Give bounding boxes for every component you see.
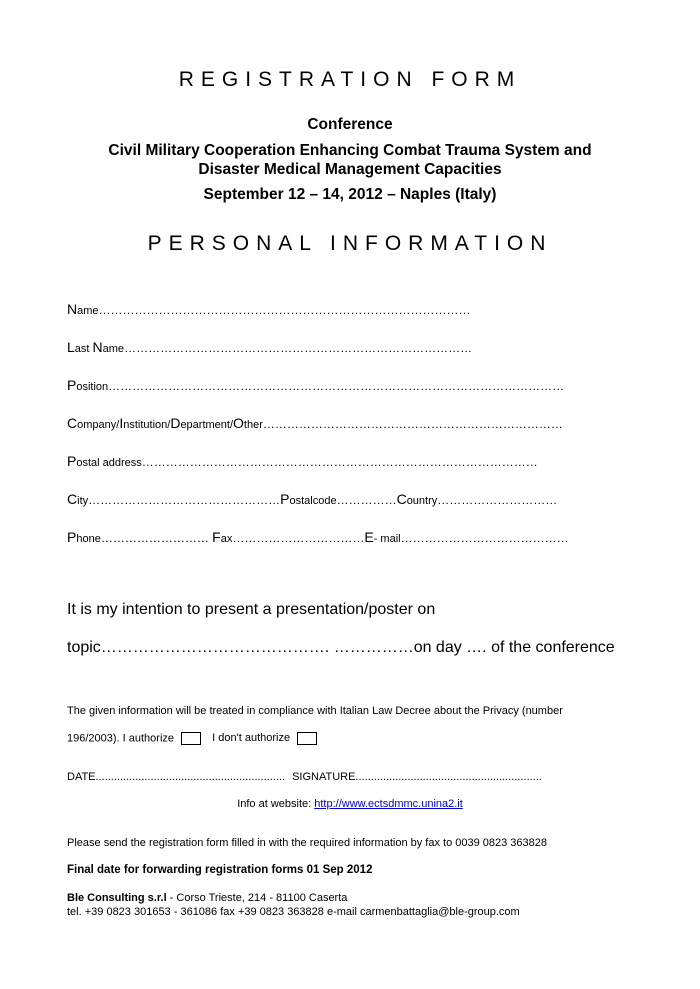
fax-instruction: Please send the registration form filled in with the required information by fax to 0039 0823 363828 bbox=[67, 837, 548, 849]
event-title-line1: Civil Military Cooperation Enhancing Combat Trauma System and bbox=[108, 142, 592, 159]
institution-initial: I bbox=[119, 415, 124, 431]
footer-contacts: tel. +39 0823 301653 - 361086 fax +39 0823 363828 e-mail carmenbattaglia@ble-group.com bbox=[67, 906, 520, 918]
date-signature-row bbox=[67, 771, 542, 783]
authorization-row bbox=[67, 732, 317, 745]
postal-address-initial: P bbox=[67, 453, 77, 469]
city-label: ity bbox=[77, 495, 89, 507]
institution-label: nstitution/ bbox=[123, 419, 171, 431]
phone-row[interactable] bbox=[67, 529, 569, 545]
form-title: REGISTRATION FORM bbox=[178, 68, 522, 91]
name-label-initial: N bbox=[67, 301, 78, 317]
other-initial: O bbox=[233, 415, 244, 431]
conference-label: Conference bbox=[307, 116, 393, 133]
country-label: ountry bbox=[406, 495, 438, 507]
position-dots: …………………………………………………………………………………………………… bbox=[108, 379, 565, 393]
footer-company: Ble Consulting s.r.l bbox=[67, 892, 167, 904]
name-dots: ………………………………………………………………………………… bbox=[98, 303, 471, 317]
presentation-topic-line[interactable]: topic……………………………………. ……………on day …. of the conference bbox=[67, 639, 615, 656]
email-dots: …………………………………… bbox=[400, 531, 569, 545]
city-initial: C bbox=[67, 491, 78, 507]
dont-authorize-checkbox[interactable] bbox=[297, 732, 317, 745]
privacy-notice: The given information will be treated in compliance with Italian Law Decree about the Privacy (number bbox=[67, 705, 563, 717]
last-name-initial-2: N bbox=[92, 339, 103, 355]
footer-address-text: - Corso Trieste, 214 - 81100 Caserta bbox=[166, 892, 348, 904]
postal-address-dots: ……………………………………………………………………………………… bbox=[141, 455, 538, 469]
city-row[interactable] bbox=[67, 491, 557, 507]
postal-address-field[interactable] bbox=[67, 453, 538, 469]
fax-dots: …………………………… bbox=[232, 531, 365, 545]
final-date: Final date for forwarding registration forms 01 Sep 2012 bbox=[67, 864, 373, 876]
department-initial: D bbox=[170, 415, 181, 431]
last-name-dots: …………………………………………………………………………… bbox=[124, 341, 473, 355]
city-dots: ………………………………………… bbox=[88, 493, 281, 507]
company-dots: ………………………………………………………………… bbox=[262, 417, 563, 431]
name-field[interactable] bbox=[67, 301, 471, 317]
section-title: PERSONAL INFORMATION bbox=[147, 232, 553, 255]
authorize-checkbox[interactable] bbox=[181, 732, 201, 745]
last-name-initial: L bbox=[67, 339, 75, 355]
event-title-line2: Disaster Medical Management Capacities bbox=[198, 161, 502, 178]
presentation-intent: It is my intention to present a presentation/poster on bbox=[67, 601, 436, 618]
position-field[interactable] bbox=[67, 377, 564, 393]
department-label: epartment/ bbox=[180, 419, 234, 431]
position-initial: P bbox=[67, 377, 77, 393]
company-label: ompany/ bbox=[77, 419, 120, 431]
fax-initial: F bbox=[212, 529, 221, 545]
event-dates: September 12 – 14, 2012 – Naples (Italy) bbox=[203, 186, 497, 203]
last-name-label-2: ame bbox=[102, 343, 125, 355]
postalcode-initial: P bbox=[280, 491, 290, 507]
postalcode-dots: …………… bbox=[336, 493, 397, 507]
position-label: osition bbox=[76, 381, 109, 393]
phone-label: hone bbox=[76, 533, 101, 545]
phone-initial: P bbox=[67, 529, 77, 545]
company-initial: C bbox=[67, 415, 78, 431]
fax-label: ax bbox=[220, 533, 233, 545]
website-link[interactable]: http://www.ectsdmmc.unina2.it bbox=[314, 798, 463, 810]
country-dots: ………………………… bbox=[437, 493, 558, 507]
authorize-label: 196/2003). I authorize bbox=[67, 732, 175, 745]
country-initial: C bbox=[396, 491, 407, 507]
info-website bbox=[0, 798, 700, 810]
name-label: ame bbox=[77, 305, 99, 317]
info-label: Info at website: bbox=[237, 798, 315, 810]
dont-authorize-label: I don't authorize bbox=[212, 732, 291, 745]
postalcode-label: ostalcode bbox=[289, 495, 337, 507]
postal-address-label: ostal address bbox=[76, 457, 142, 469]
footer-address bbox=[67, 892, 347, 904]
date-field[interactable]: DATE.............................................................. bbox=[67, 771, 286, 783]
other-label: ther bbox=[243, 419, 263, 431]
last-name-label-1: ast bbox=[74, 343, 93, 355]
email-label: - mail bbox=[373, 533, 401, 545]
last-name-field[interactable] bbox=[67, 339, 472, 355]
signature-field[interactable]: SIGNATURE............................................................. bbox=[292, 771, 542, 783]
company-field[interactable] bbox=[67, 415, 563, 431]
email-initial: E bbox=[364, 529, 374, 545]
phone-dots: ……………………… bbox=[100, 531, 213, 545]
